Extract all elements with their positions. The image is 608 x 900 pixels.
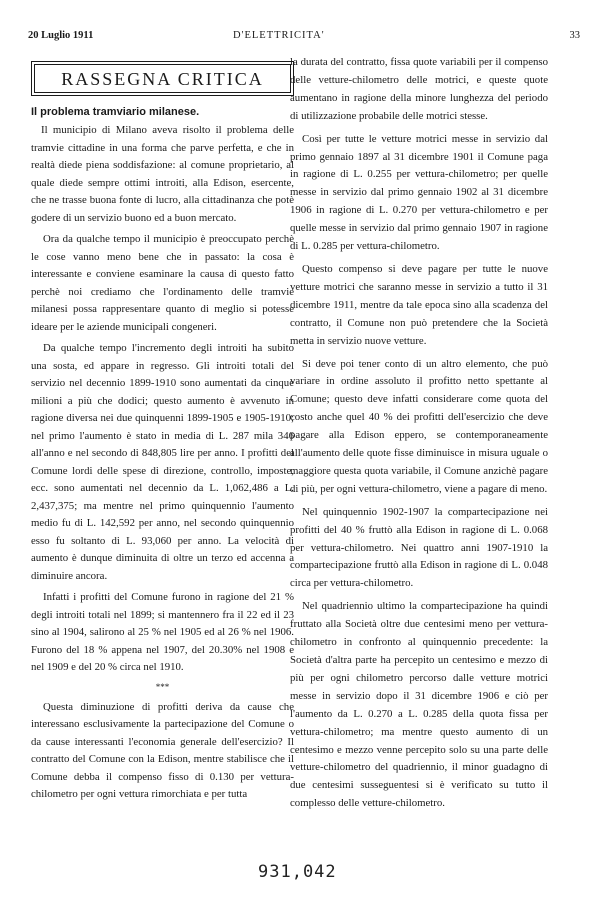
section-heading-frame (31, 61, 294, 96)
paragraph: Ora da qualche tempo il municipio è preoccupato perchè le cose vanno meno bene che in passato: la cosa è interessante e conviene esaminare la causa di questo fatto perchè noi crediamo che l'ordinamento delle tramvie milanesi possa rappresentare quanto di meglio si potesse ideare per le aziende municipali congeneri. (31, 233, 294, 333)
paragraph: Si deve poi tener conto di un altro elemento, che può variare in ordine assoluto il profitto netto spettante al Comune; questo deve infatti considerare come quota del costo anche quel 40 % dei profitti dell'esercizio che deve pagare alla Edison eppero, se contemporaneamente all'aumento delle quote fisse diminuisce in misura uguale o maggiore questa quota variabile, il Comune anzichè pagare di più, per ogni vettura-chilometro, viene a pagare di meno. (290, 357, 548, 495)
article-title: Il problema tramviario milanese. (31, 106, 200, 118)
page-number: 33 (569, 30, 580, 41)
paragraph: Nel quadriennio ultimo la compartecipazione ha quindi fruttato alla Società oltre due centesimi meno per vettura-chilometro in confronto al quinquennio precedente: la Società d'altra parte ha percepito un centesimo e mezzo di più per ogni chilometro percorso dalle vetture motrici messe in servizio dopo il 31 dicembre 1906 e ciò per l'aumento da L. 0.270 a L. 0.285 della quota fissa per vettura-chilometro; ma mentre questo aumento di un centesimo e mezzo venne percepito solo su una parte delle vetture-chilometro del quadriennio, il minor guadagno di due centesimi susseguentesi si è verificato su tutto il complesso delle vetture-chilometro. (290, 600, 548, 810)
paragraph: Questo compenso si deve pagare per tutte le nuove vetture motrici che saranno messe in servizio a tutto il 31 dicembre 1911, mentre da tale epoca sino alla scadenza del contratto, il Comune non può pretendere che la Società metta in servizio nuove vetture. (290, 262, 548, 347)
paragraph-continuation: la durata del contratto, fissa quote variabili per il compenso delle vetture-chilometro delle motrici, e queste quote aumentano in ragione della minore lunghezza del periodo di utilizzazione probabile delle motrici stesse. (290, 56, 548, 122)
section-heading: RASSEGNA CRITICA (34, 64, 291, 93)
paragraph: Il municipio di Milano aveva risolto il problema delle tramvie cittadine in una forma che parve perfetta, e che in realtà diede piena soddisfazione: al comune proprietario, al quale diede sempre ottimi introiti, alla Edison, esercente, che ne trasse buona fonte di lucro, alla cittadinanza che potè godere di un servizio buono ed a buon mercato. (31, 124, 294, 224)
paragraph: Questa diminuzione di profitti deriva da cause che interessano esclusivamente la partecipazione del Comune o da cause interessanti l'economia generale dell'esercizio? Il contratto del Comune con la Edison, mentre stabilisce che il Comune debba il compenso fisso di 0.130 per vettura-chilometro per ogni vettura rimorchiata e per tutta (31, 700, 294, 800)
journal-title: D'ELETTRICITA' (233, 30, 325, 41)
section-separator: *** (155, 681, 170, 692)
right-column (290, 54, 548, 818)
paragraph: Nel quinquennio 1902-1907 la compartecipazione nei profitti del 40 % fruttò alla Edison in ragione di L. 0.068 per vettura-chilometro. Nei quattro anni 1907-1910 la compartecipazione fruttò alla Edison in ragione di L. 0.048 circa per vettura-chilometro. (290, 505, 548, 590)
issue-date: 20 Luglio 1911 (28, 30, 94, 41)
page-header (28, 30, 580, 46)
paragraph: Infatti i profitti del Comune furono in ragione del 21 % degli introiti totali nel 1899; si mantennero fra il 22 ed il 23 sino al 1904, salirono al 25 % nel 1905 ed al 26 % nel 1906. Furono del 18 % appena nel 1907, del 20.30% nel 1908 e nel 1909 e del 20 % circa nel 1910. (31, 591, 294, 673)
left-column (31, 52, 294, 808)
library-stamp: 931,042 (258, 862, 337, 882)
paragraph: Da qualche tempo l'incremento degli introiti ha subito una sosta, ed appare in regresso. Gli introiti totali del servizio nel decennio 1899-1910 sono aumentati da cinque milioni a più che dodici; questo aumento è avvenuto in ragione diversa nei due quinquenni 1899-1905 e 1905-1910; nel primo l'aumento è stato in media di L. 287 mila 346 all'anno e nel secondo di 848,805 lire per anno. I profitti del Comune lordi delle spese di direzione, controllo, imposte, ecc. sono aumentati nel decennio da L. 1,062,486 a L. 2,437,375; ma mentre nel primo quinquennio l'aumento medio fu di L. 142,592 per anno, nel secondo quinquennio esso fu soltanto di L. 93,060 per anno. La velocità di aumento è dunque diminuita di oltre un terzo ed accenna a diminuire ancora. (31, 342, 294, 582)
paragraph: Così per tutte le vetture motrici messe in servizio dal primo gennaio 1897 al 31 dicembre 1901 il Comune paga in ragione di L. 0.255 per vettura-chilometro; per quelle messe in servizio dal primo gennaio 1902 al 31 dicembre 1906 in ragione di L. 0.270 per vettura-chilometro e per quelle messe in servizio dal primo gennaio 1907 in ragione di L. 0.285 per vettura-chilometro. (290, 132, 548, 253)
